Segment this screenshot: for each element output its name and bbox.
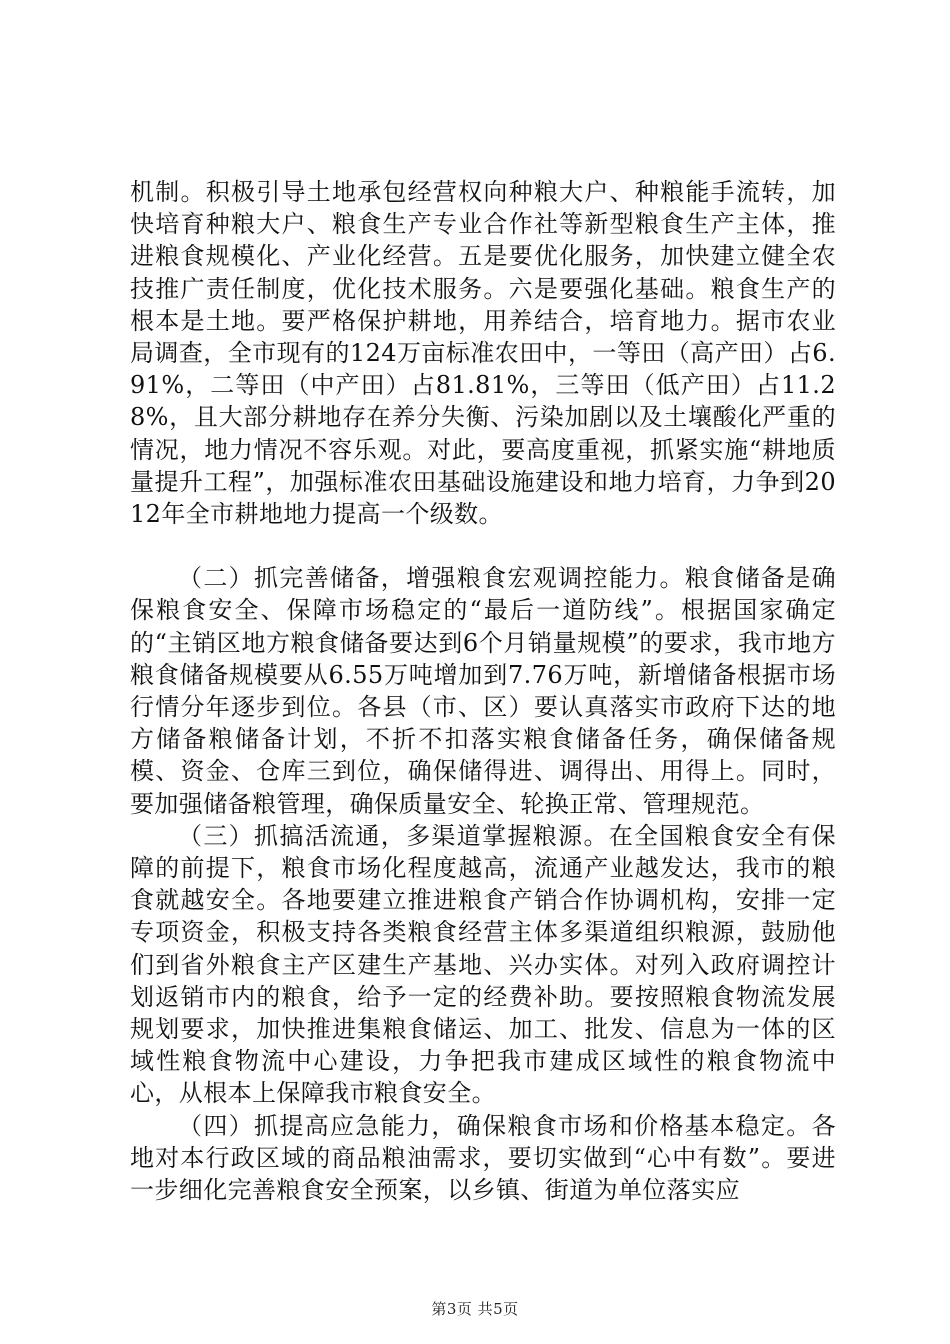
paragraph-spacer <box>130 530 836 562</box>
document-body <box>130 176 836 1206</box>
paragraph-section-2: （二）抓完善储备，增强粮食宏观调控能力。粮食储备是确保粮食安全、保障市场稳定的“最后一道防线”。根据国家确定的“主销区地方粮食储备要达到6个月销量规模”的要求，我市地方粮食储备规模要从6.55万吨增加到7.76万吨，新增储备根据市场行情分年逐步到位。各县（市、区）要认真落实市政府下达的地方储备粮储备计划，不折不扣落实粮食储备任务，确保储备规模、资金、仓库三到位，确保储得进、调得出、用得上。同时，要加强储备粮管理，确保质量安全、轮换正常、管理规范。 <box>130 564 836 818</box>
paragraph-continuation: 机制。积极引导土地承包经营权向种粮大户、种粮能手流转，加快培育种粮大户、粮食生产专业合作社等新型粮食生产主体，推进粮食规模化、产业化经营。五是要优化服务，加快建立健全农技推广责任制度，优化技术服务。六是要强化基础。粮食生产的根本是土地。要严格保护耕地，用养结合，培育地力。据市农业局调查，全市现有的124万亩标准农田中，一等田（高产田）占6.91%，二等田（中产田）占81.81%，三等田（低产田）占11.28%，且大部分耕地存在养分失衡、污染加剧以及土壤酸化严重的情况，地力情况不容乐观。对此，要高度重视，抓紧实施“耕地质量提升工程”，加强标准农田基础设施建设和地力培育，力争到2012年全市耕地地力提高一个级数。 <box>130 178 836 529</box>
page-number-footer: 第3页 共5页 <box>431 1300 519 1318</box>
paragraph-section-4: （四）抓提高应急能力，确保粮食市场和价格基本稳定。各地对本行政区域的商品粮油需求，要切实做到“心中有数”。要进一步细化完善粮食安全预案，以乡镇、街道为单位落实应 <box>130 1111 836 1205</box>
paragraph-section-3: （三）抓搞活流通，多渠道掌握粮源。在全国粮食安全有保障的前提下，粮食市场化程度越高，流通产业越发达，我市的粮食就越安全。各地要建立推进粮食产销合作协调机构，安排一定专项资金，积极支持各类粮食经营主体多渠道组织粮源，鼓励他们到省外粮食主产区建生产基地、兴办实体。对列入政府调控计划返销市内的粮食，给予一定的经费补助。要按照粮食物流发展规划要求，加快推进集粮食储运、加工、批发、信息为一体的区域性粮食物流中心建设，力争把我市建成区域性的粮食物流中心，从根本上保障我市粮食安全。 <box>130 821 836 1108</box>
